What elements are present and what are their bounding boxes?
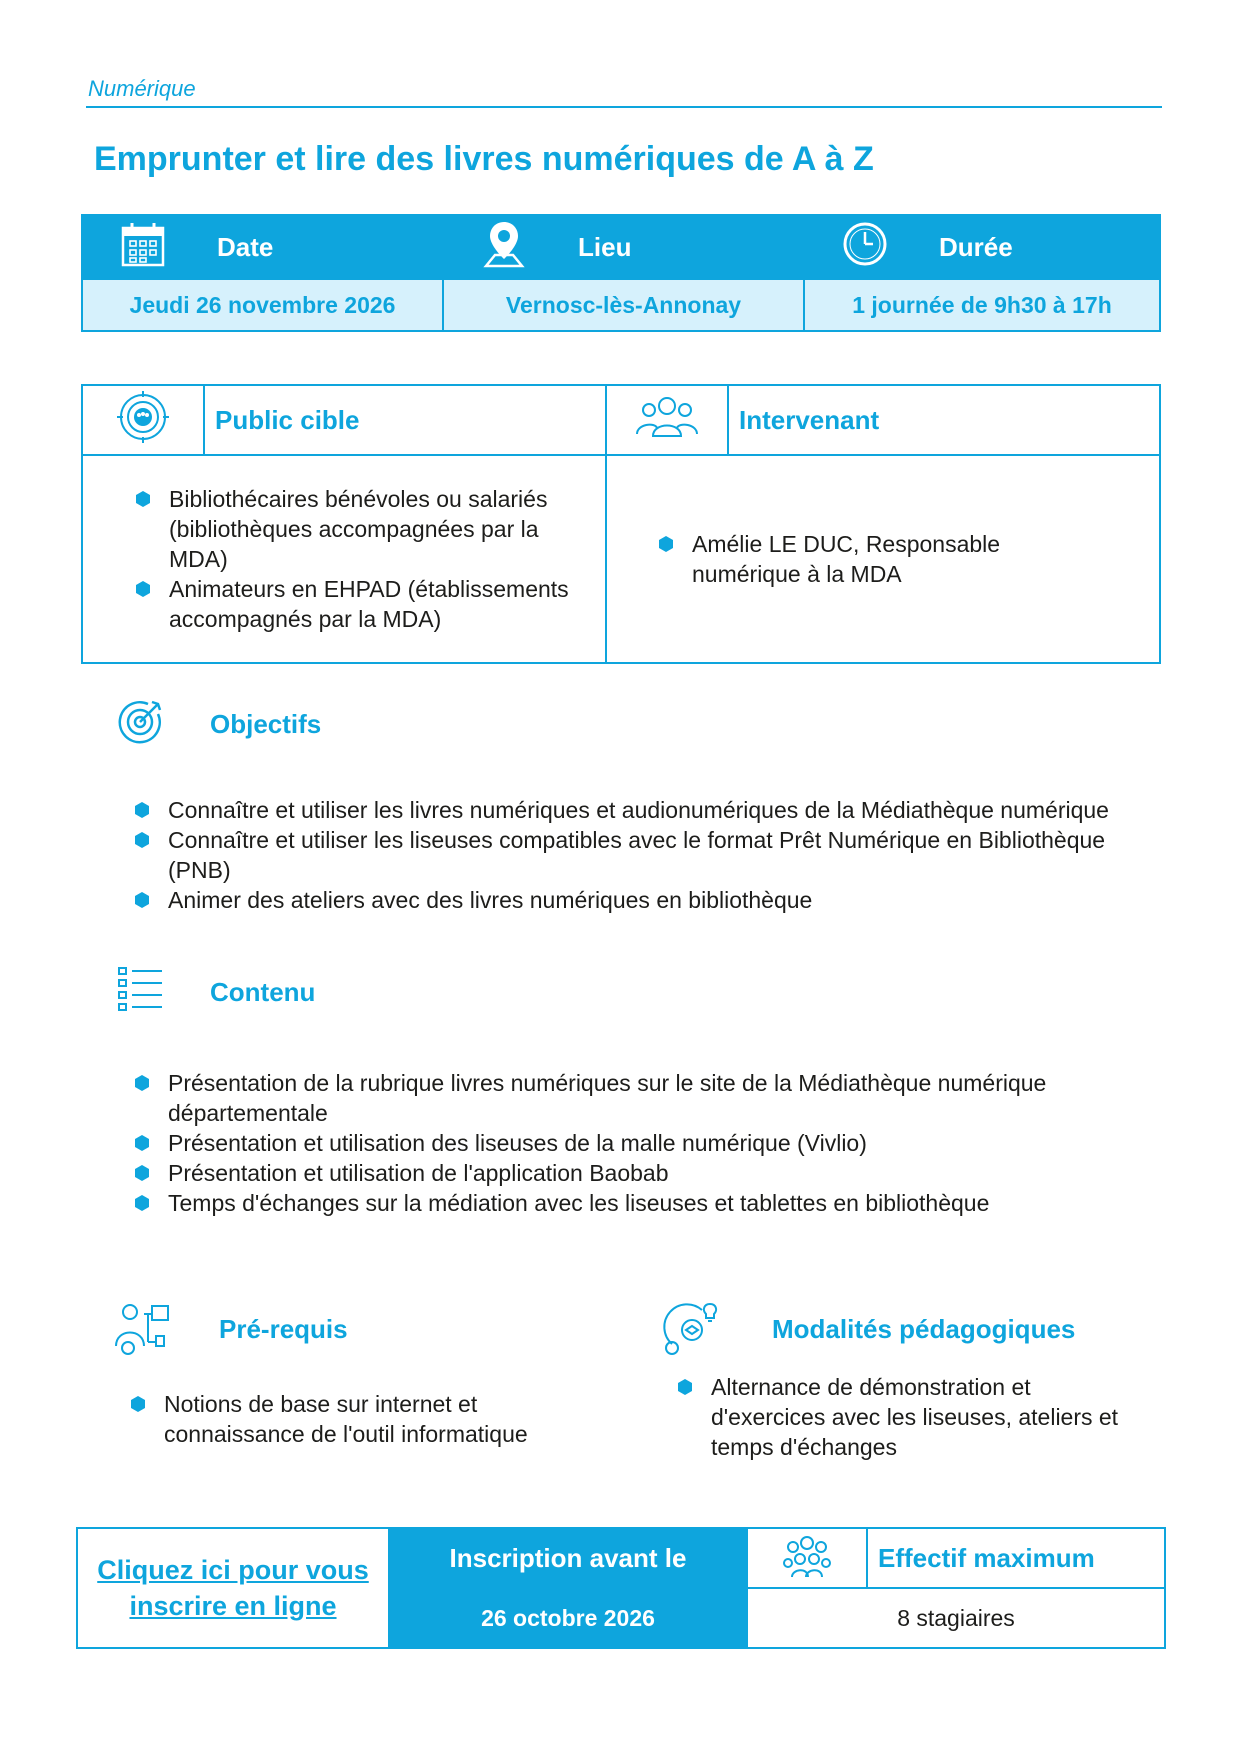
list-item: Présentation de la rubrique livres numériques sur le site de la Médiathèque numérique départementale [168, 1068, 1128, 1128]
registration-table [76, 1527, 1166, 1649]
target-audience-icon [82, 385, 204, 455]
hexagon-bullet-icon [134, 892, 150, 908]
hexagon-bullet-icon [135, 581, 151, 597]
location-pin-icon [443, 215, 565, 279]
list-item: Animateurs en EHPAD (établissements accompagnés par la MDA) [169, 574, 569, 634]
modalites-list [711, 1372, 1141, 1462]
inscription-label: Inscription avant le [389, 1528, 747, 1588]
effectif-label: Effectif maximum [867, 1528, 1165, 1588]
clock-icon [804, 215, 926, 279]
person-skills-icon [112, 1300, 174, 1363]
list-item: Notions de base sur internet et connaissance de l'outil informatique [164, 1389, 594, 1449]
hexagon-bullet-icon [134, 802, 150, 818]
crowd-icon [747, 1528, 867, 1588]
intervenant-list [692, 529, 1102, 589]
list-item: Bibliothécaires bénévoles ou salariés (bibliothèques accompagnées par la MDA) [169, 484, 569, 574]
effectif-value: 8 stagiaires [747, 1588, 1165, 1648]
calendar-icon [82, 215, 204, 279]
hexagon-bullet-icon [677, 1379, 693, 1395]
public-cible-label: Public cible [204, 385, 606, 455]
list-item: Connaître et utiliser les liseuses compatibles avec le format Prêt Numérique en Bibliothèque (PNB) [168, 825, 1158, 885]
contenu-list [168, 1068, 1128, 1218]
date-label: Date [204, 215, 443, 279]
category-label: Numérique [88, 76, 196, 101]
duree-label: Durée [926, 215, 1160, 279]
hexagon-bullet-icon [134, 1195, 150, 1211]
list-item: Présentation et utilisation des liseuses de la malle numérique (Vivlio) [168, 1128, 1128, 1158]
contenu-heading: Contenu [210, 977, 316, 1007]
public-cible-list [169, 484, 569, 634]
list-item: Connaître et utiliser les livres numériques et audionumériques de la Médiathèque numérique [168, 795, 1158, 825]
hexagon-bullet-icon [134, 1135, 150, 1151]
hexagon-bullet-icon [135, 491, 151, 507]
teaching-method-icon [662, 1300, 724, 1363]
list-item: Alternance de démonstration et d'exercices avec les liseuses, ateliers et temps d'échanges [711, 1372, 1141, 1462]
header-divider [86, 106, 1162, 108]
list-item: Animer des ateliers avec des livres numériques en bibliothèque [168, 885, 1158, 915]
group-people-icon [606, 385, 728, 455]
audience-table [81, 384, 1161, 664]
modalites-heading: Modalités pédagogiques [772, 1314, 1076, 1344]
hexagon-bullet-icon [134, 832, 150, 848]
hexagon-bullet-icon [130, 1396, 146, 1412]
intervenant-cell [606, 455, 1160, 663]
hexagon-bullet-icon [658, 536, 674, 552]
session-info-table [81, 214, 1161, 332]
prerequis-list [164, 1389, 594, 1449]
date-value: Jeudi 26 novembre 2026 [82, 279, 443, 331]
lieu-value: Vernosc-lès-Annonay [443, 279, 804, 331]
prerequis-heading: Pré-requis [219, 1314, 348, 1344]
list-item: Amélie LE DUC, Responsable numérique à la MDA [692, 529, 1102, 589]
hexagon-bullet-icon [134, 1165, 150, 1181]
objectifs-list [168, 795, 1158, 915]
target-arrow-icon [114, 696, 166, 753]
public-cible-cell [82, 455, 606, 663]
intervenant-label: Intervenant [728, 385, 1160, 455]
objectifs-heading: Objectifs [210, 709, 322, 739]
page-title: Emprunter et lire des livres numériques de A à Z [94, 140, 874, 178]
list-item: Temps d'échanges sur la médiation avec les liseuses et tablettes en bibliothèque [168, 1188, 1128, 1218]
checklist-icon [118, 966, 164, 1017]
register-online-link[interactable]: Cliquez ici pour vous inscrire en ligne [77, 1528, 389, 1648]
duree-value: 1 journée de 9h30 à 17h [804, 279, 1160, 331]
list-item: Présentation et utilisation de l'application Baobab [168, 1158, 1128, 1188]
inscription-date: 26 octobre 2026 [389, 1588, 747, 1648]
hexagon-bullet-icon [134, 1075, 150, 1091]
lieu-label: Lieu [565, 215, 804, 279]
